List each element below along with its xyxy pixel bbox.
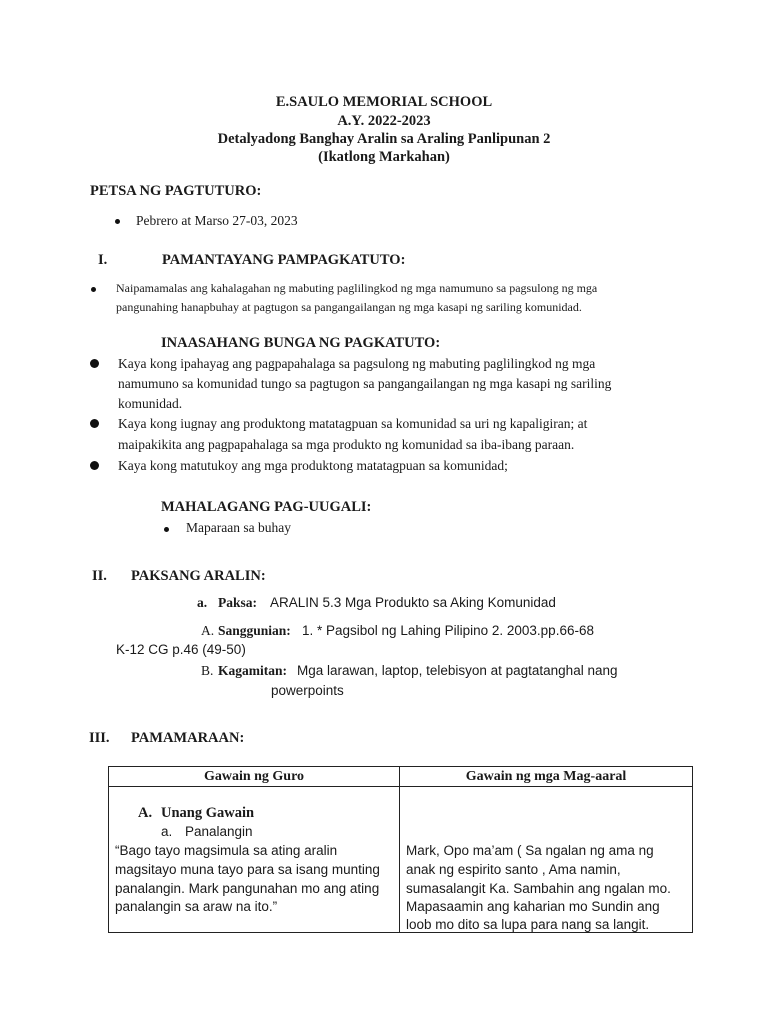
pag-uugali-item: Maparaan sa buhay bbox=[186, 520, 291, 535]
paksa-label: Paksa: bbox=[218, 595, 258, 610]
pamantayan-heading: PAMANTAYANG PAMPAGKATUTO: bbox=[162, 252, 406, 268]
inaasahang-item-1-line-2: namumuno sa komunidad tungo sa pagtugon sa pangangailangan ng mga kasapi ng sariling bbox=[118, 376, 612, 391]
mag-aaral-line-4: Mapasaamin ang kaharian mo Sundin ang bbox=[406, 899, 660, 914]
guro-line-2: magsitayo muna tayo para sa isang munting bbox=[115, 862, 380, 877]
paksang-heading: PAKSANG ARALIN: bbox=[131, 568, 266, 584]
pamamaraan-table bbox=[108, 766, 693, 933]
inaasahang-item-2-line-1: Kaya kong iugnay ang produktong matatagpuan sa komunidad sa uri ng kapaligiran; at bbox=[118, 416, 588, 431]
section-numeral-ii: II. bbox=[92, 568, 107, 584]
quarter-label: (Ikatlong Markahan) bbox=[318, 149, 450, 165]
inaasahang-item-3-line-1: Kaya kong matutukoy ang mga produktong matatagpuan sa komunidad; bbox=[118, 458, 508, 473]
bullet-icon bbox=[115, 219, 120, 224]
pag-uugali-heading: MAHALAGANG PAG-UUGALI: bbox=[161, 499, 372, 515]
pamamaraan-heading: PAMAMARAAN: bbox=[131, 730, 245, 746]
unang-gawain-title: Unang Gawain bbox=[161, 805, 255, 821]
mag-aaral-line-2: anak ng espirito santo , Ama namin, bbox=[406, 862, 621, 877]
guro-line-4: panalangin sa araw na ito.” bbox=[115, 899, 278, 914]
school-name: E.SAULO MEMORIAL SCHOOL bbox=[275, 94, 493, 110]
paksa-value: ARALIN 5.3 Mga Produkto sa Aking Komunidad bbox=[270, 595, 556, 610]
bullet-icon bbox=[164, 527, 169, 532]
column-header-guro: Gawain ng Guro bbox=[109, 767, 400, 787]
mag-aaral-cell bbox=[400, 787, 693, 933]
section-numeral-iii: III. bbox=[89, 730, 110, 746]
unang-gawain-marker: A. bbox=[138, 805, 153, 821]
petsa-item: Pebrero at Marso 27-03, 2023 bbox=[136, 213, 298, 228]
kagamitan-marker: B. bbox=[201, 663, 214, 678]
bullet-icon bbox=[90, 419, 99, 428]
sanggunian-label: Sanggunian: bbox=[218, 623, 291, 638]
academic-year: A.Y. 2022-2023 bbox=[337, 113, 431, 129]
inaasahang-item-1-line-3: komunidad. bbox=[118, 396, 183, 411]
sanggunian-cont: K-12 CG p.46 (49-50) bbox=[116, 642, 246, 657]
mag-aaral-line-5: loob mo dito sa lupa para nang sa langit. bbox=[406, 917, 650, 932]
guro-line-3: panalangin. Mark pangunahan mo ang ating bbox=[115, 881, 380, 896]
pamantayan-line-1: Naipamamalas ang kahalagahan ng mabuting paglilingkod ng mga namumuno sa pagsulong ng mga bbox=[116, 281, 598, 295]
panalangin-marker: a. bbox=[161, 824, 173, 839]
section-numeral-i: I. bbox=[98, 252, 108, 268]
inaasahang-item-2-line-2: maipakikita ang pagpapahalaga sa mga produkto ng komunidad sa iba-ibang paraan. bbox=[118, 437, 575, 452]
kagamitan-label: Kagamitan: bbox=[218, 663, 287, 678]
guro-line-1: “Bago tayo magsimula sa ating aralin bbox=[115, 843, 338, 858]
panalangin-title: Panalangin bbox=[185, 824, 253, 839]
sanggunian-value: 1. * Pagsibol ng Lahing Pilipino 2. 2003.pp.66-68 bbox=[302, 623, 594, 638]
bullet-icon bbox=[91, 287, 96, 292]
petsa-heading: PETSA NG PAGTUTURO: bbox=[90, 183, 262, 199]
bullet-icon bbox=[90, 461, 99, 470]
guro-cell bbox=[109, 787, 400, 933]
kagamitan-cont: powerpoints bbox=[271, 683, 344, 698]
mag-aaral-line-1: Mark, Opo ma’am ( Sa ngalan ng ama ng bbox=[406, 843, 654, 858]
paksa-marker: a. bbox=[197, 595, 208, 610]
kagamitan-value: Mga larawan, laptop, telebisyon at pagtatanghal nang bbox=[297, 663, 618, 678]
mag-aaral-line-3: sumasalangit Ka. Sambahin ang ngalan mo. bbox=[406, 881, 671, 896]
sanggunian-marker: A. bbox=[201, 623, 215, 638]
bullet-icon bbox=[90, 359, 99, 368]
inaasahang-item-1-line-1: Kaya kong ipahayag ang pagpapahalaga sa pagsulong ng mabuting paglilingkod ng mga bbox=[118, 356, 596, 371]
column-header-mag-aaral: Gawain ng mga Mag-aaral bbox=[400, 767, 693, 787]
document-title: Detalyadong Banghay Aralin sa Araling Panlipunan 2 bbox=[217, 131, 551, 147]
inaasahang-heading: INAASAHANG BUNGA NG PAGKATUTO: bbox=[161, 335, 441, 351]
pamantayan-line-2: pangunahing hanapbuhay at pagtugon sa pangangailangan ng mga kasapi ng sariling komunidad. bbox=[116, 300, 582, 314]
